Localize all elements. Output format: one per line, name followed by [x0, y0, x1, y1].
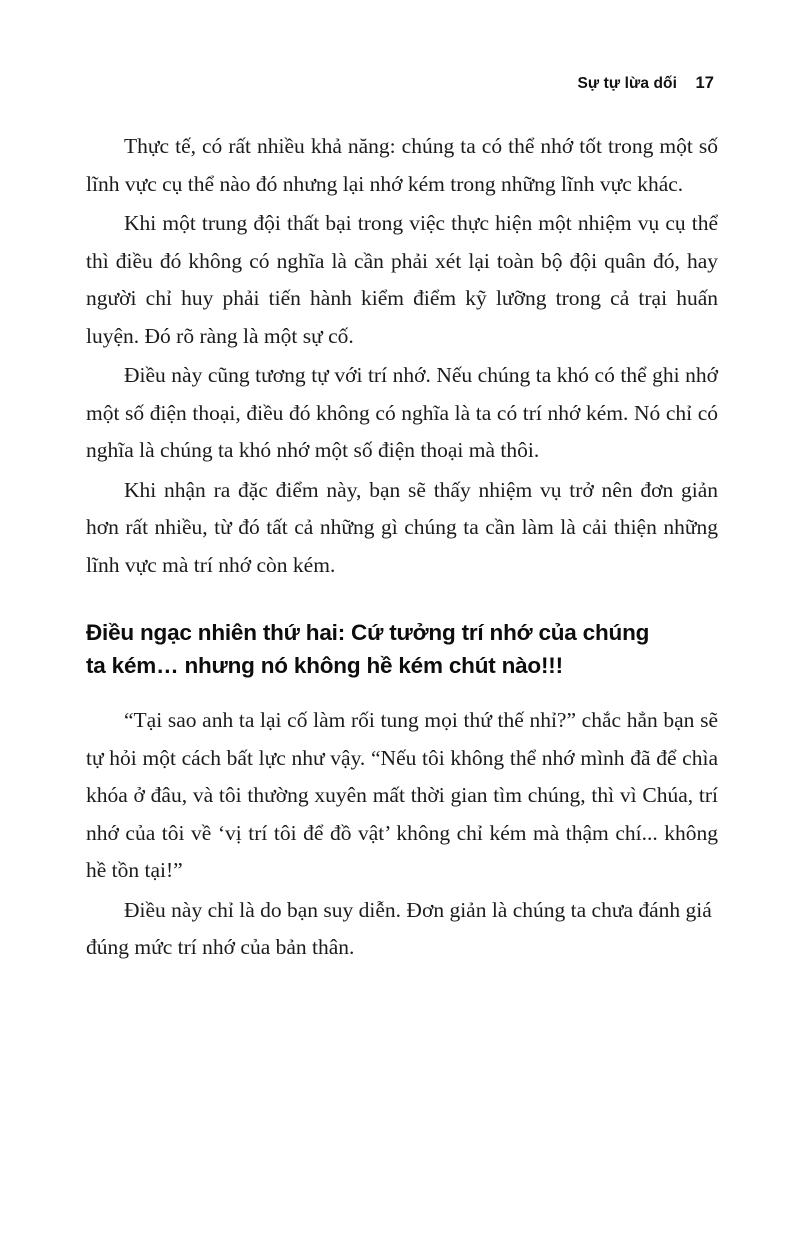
paragraph: Điều này cũng tương tự với trí nhớ. Nếu chúng ta khó có thể ghi nhớ một số điện thoại, điều đó không có nghĩa là ta có trí nhớ kém. Nó chỉ có nghĩa là chúng ta khó nhớ một số điện thoại mà thôi.	[86, 363, 718, 462]
section-heading	[86, 616, 718, 682]
running-header	[577, 74, 714, 93]
page-number: 17	[695, 74, 714, 92]
paragraph: Thực tế, có rất nhiều khả năng: chúng ta có thể nhớ tốt trong một số lĩnh vực cụ thể nào đó nhưng lại nhớ kém trong những lĩnh vực khác.	[86, 134, 718, 196]
running-head-title: Sự tự lừa dối	[577, 75, 678, 92]
section-heading-line-1: Điều ngạc nhiên thứ hai: Cứ tưởng trí nhớ của chúng	[86, 620, 650, 645]
paragraph: “Tại sao anh ta lại cố làm rối tung mọi thứ thế nhỉ?” chắc hẳn bạn sẽ tự hỏi một cách bất lực như vậy. “Nếu tôi không thể nhớ mình đã để chìa khóa ở đâu, và tôi thường xuyên mất thời gian tìm chúng, thì vì Chúa, trí nhớ của tôi về ‘vị trí tôi để đồ vật’ không chỉ kém mà thậm chí... không hề tồn tại!”	[86, 708, 718, 882]
paragraph: Điều này chỉ là do bạn suy diễn. Đơn giản là chúng ta chưa đánh giá đúng mức trí nhớ của bản thân.	[86, 897, 712, 959]
paragraph: Khi nhận ra đặc điểm này, bạn sẽ thấy nhiệm vụ trở nên đơn giản hơn rất nhiều, từ đó tất cả những gì chúng ta cần làm là cải thiện những lĩnh vực mà trí nhớ còn kém.	[86, 477, 718, 577]
page-body	[86, 128, 718, 969]
paragraph: Khi một trung đội thất bại trong việc thực hiện một nhiệm vụ cụ thể thì điều đó không có nghĩa là cần phải xét lại toàn bộ đội quân đó, hay người chỉ huy phải tiến hành kiểm điểm kỹ lưỡng trong cả trại huấn luyện. Đó rõ ràng là một sự cố.	[86, 211, 718, 348]
section-heading-line-2: ta kém… nhưng nó không hề kém chút nào!!!	[86, 653, 563, 678]
